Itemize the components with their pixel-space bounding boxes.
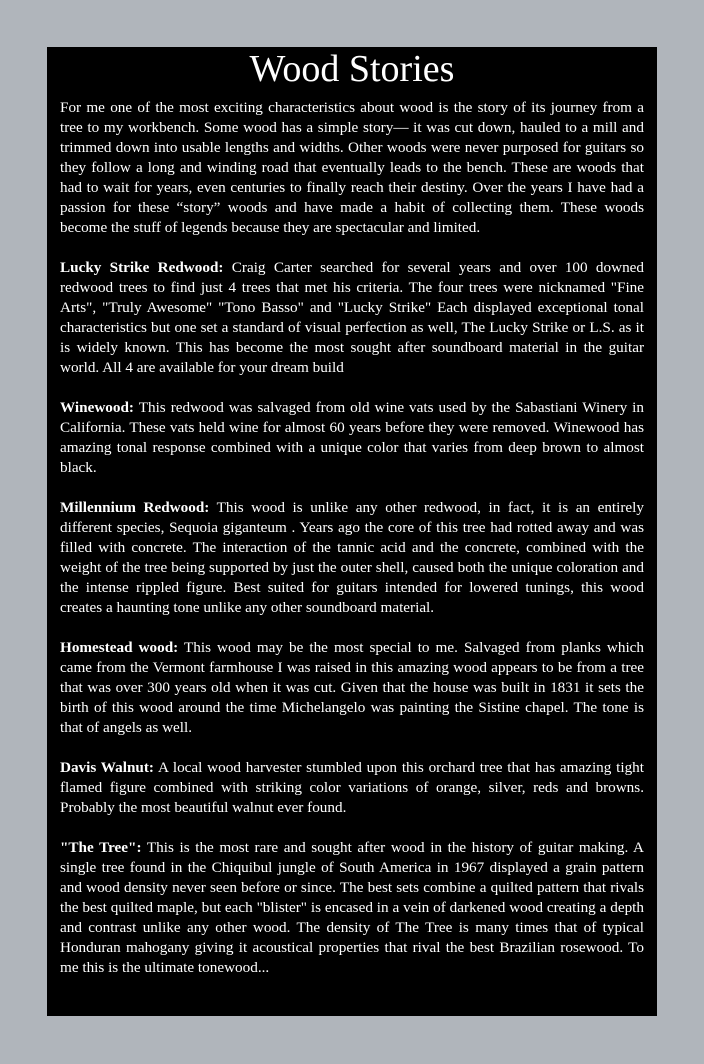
section-the-tree [60,838,644,978]
intro-paragraph: For me one of the most exciting characteristics about wood is the story of its journey from a tree to my workbench. Some wood has a simple story— it was cut down, hauled to a mill and trimmed down into usable lengths and widths. Other woods were never purposed for guitars so they follow a long and winding road that eventually leads to the bench. These are woods that had to wait for years, even centuries to finally reach their destiny. Over the years I have had a passion for these “story” woods and have made a habit of collecting them. These woods become the stuff of legends because they are spectacular and limited. [60,99,644,236]
section-text: This is the most rare and sought after wood in the history of guitar making. A single tree found in the Chiquibul jungle of South America in 1967 displayed a grain pattern and wood density never seen before or since. The best sets combine a quilted pattern that rivals the best quilted maple, but each "blister" is encased in a vein of darkened wood creating a depth and contrast unlike any other wood. The density of The Tree is many times that of typical Honduran mahogany giving it acoustical properties that rival the best Brazilian rosewood. To me this is the ultimate tonewood... [60,839,644,976]
section-heading: Homestead wood: [60,639,179,656]
section-heading: "The Tree": [60,839,142,856]
page-title: Wood Stories [249,48,455,90]
section-text: Craig Carter searched for several years and over 100 downed redwood trees to find just 4 trees that met his criteria. The four trees were nicknamed "Fine Arts", "Truly Awesome" "Tono Basso" and "Lucky Strike" Each displayed exceptional tonal characteristics but one set a standard of visual perfection as well, The Lucky Strike or L.S. as it is widely known. This has become the most sought after soundboard material in the guitar world. All 4 are available for your dream build [60,259,645,376]
section-heading: Millennium Redwood: [60,499,210,516]
section-winewood [60,398,644,478]
section-davis-walnut [60,758,644,818]
section-text: This wood is unlike any other redwood, in fact, it is an entirely different species, Sequoia giganteum . Years ago the core of this tree had rotted away and was filled with concrete. The interaction of the tannic acid and the concrete, combined with the weight of the tree being supported by just the outer shell, caused both the unique coloration and the intense rippled figure. Best suited for guitars intended for lowered tunings, this wood creates a haunting tone unlike any other soundboard material. [60,499,644,616]
section-homestead-wood [60,638,644,738]
section-heading: Davis Walnut: [60,759,154,776]
section-text: This redwood was salvaged from old wine vats used by the Sabastiani Winery in California. These vats held wine for almost 60 years before they were removed. Winewood has amazing tonal response combined with a unique color that varies from deep brown to almost black. [60,399,644,476]
section-millennium-redwood [60,498,644,618]
section-text: This wood may be the most special to me. Salvaged from planks which came from the Vermont farmhouse I was raised in this amazing wood appears to be from a tree that was over 300 years old when it was cut. Given that the house was built in 1831 it sets the birth of this wood around the time Michelangelo was painting the Sistine chapel. The tone is that of angels as well. [60,639,644,736]
section-lucky-strike-redwood [60,258,644,378]
section-heading: Winewood: [60,399,134,416]
section-heading: Lucky Strike Redwood: [60,259,224,276]
section-text: A local wood harvester stumbled upon this orchard tree that has amazing tight flamed figure combined with striking color variations of orange, silver, reds and browns. Probably the most beautiful walnut ever found. [60,759,644,816]
content-panel [47,47,657,1016]
